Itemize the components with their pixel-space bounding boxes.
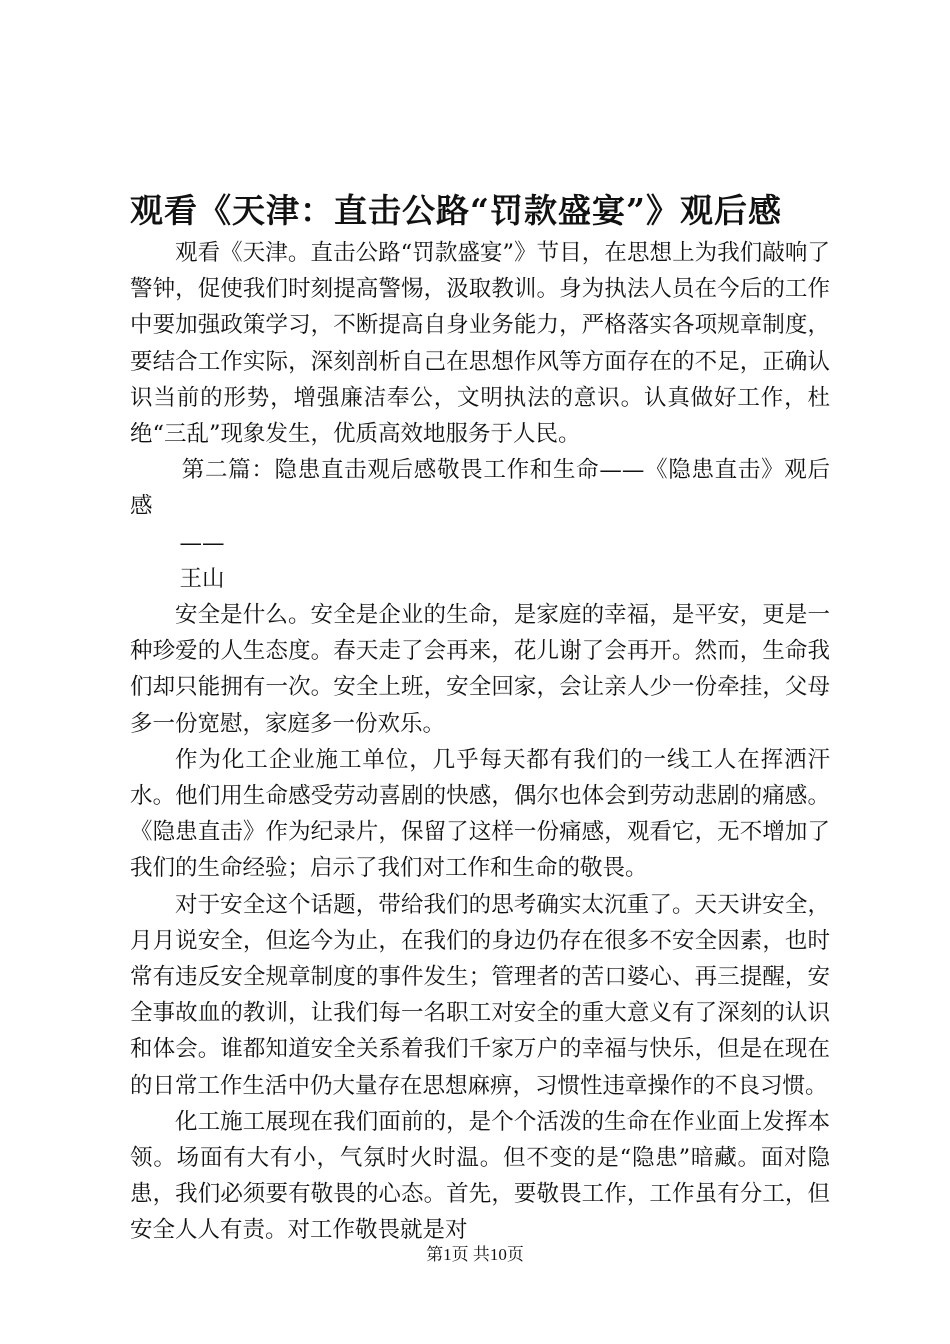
page-footer: 第1页 共10页 [426,1245,524,1264]
paragraph-safety-topic: 对于安全这个话题，带给我们的思考确实太沉重了。天天讲安全，月月说安全，但迄今为止，在我们的身边仍存在很多不安全因素，也时常有违反安全规章制度的事件发生；管理者的苦口婆心、再三提醒，安全事故血的教训，让我们每一名职工对安全的重大意义有了深刻的认识和体会。谁都知道安全关系着我们千家万户的幸福与快乐，但是在现在的日常工作生活中仍大量存在思想麻痹，习惯性违章操作的不良习惯。 [130,891,830,1099]
paragraph-intro: 观看《天津。直击公路“罚款盛宴”》节目，在思想上为我们敲响了警钟，促使我们时刻提高警惕，汲取教训。身为执法人员在今后的工作中要加强政策学习，不断提高自身业务能力，严格落实各项规章制度，要结合工作实际，深刻剖析自己在思想作风等方面存在的不足，正确认识当前的形势，增强廉洁奉公，文明执法的意识。认真做好工作，杜绝“三乱”现象发生，优质高效地服务于人民。 [130,240,830,448]
paragraph-dash: —— [179,529,225,556]
document-title: 观看《天津：直击公路“罚款盛宴”》观后感 [130,191,782,230]
document-body [130,235,830,1249]
paragraph-section-heading: 第二篇：隐患直击观后感敬畏工作和生命——《隐患直击》观后感 [130,457,830,520]
paragraph-construction: 化工施工展现在我们面前的，是个个活泼的生命在作业面上发挥本领。场面有大有小，气氛时火时温。但不变的是“隐患”暗藏。面对隐患，我们必须要有敬畏的心态。首先，要敬畏工作，工作虽有分工，但安全人人有责。对工作敬畏就是对 [130,1108,830,1244]
paragraph-chemical-unit: 作为化工企业施工单位，几乎每天都有我们的一线工人在挥洒汗水。他们用生命感受劳动喜剧的快感，偶尔也体会到劳动悲剧的痛感。《隐患直击》作为纪录片，保留了这样一份痛感，观看它，无不增加了我们的生命经验；启示了我们对工作和生命的敬畏。 [130,746,830,882]
paragraph-safety-what: 安全是什么。安全是企业的生命，是家庭的幸福，是平安，更是一种珍爱的人生态度。春天走了会再来，花儿谢了会再开。然而，生命我们却只能拥有一次。安全上班，安全回家，会让亲人少一份牵挂，父母多一份宽慰，家庭多一份欢乐。 [130,602,830,737]
paragraph-author: 王山 [179,565,225,592]
